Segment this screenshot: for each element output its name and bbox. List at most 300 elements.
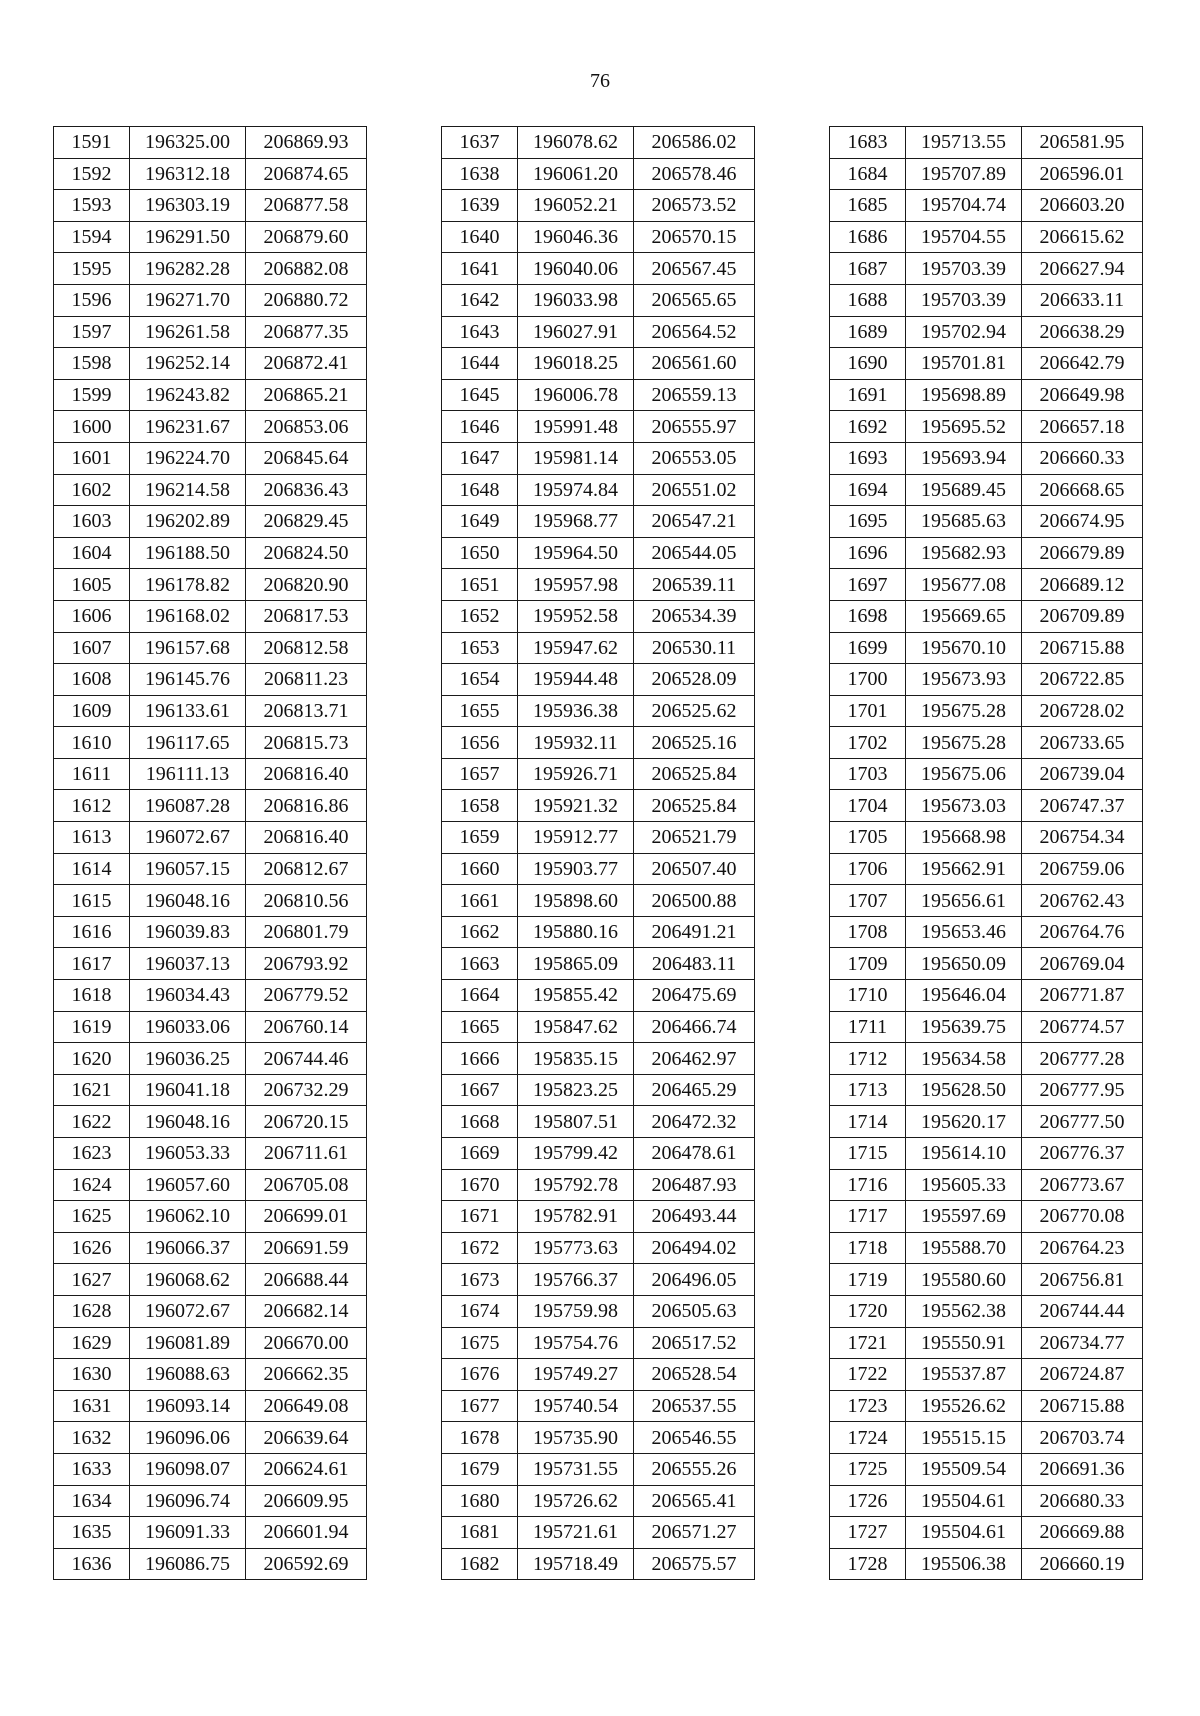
table-row	[830, 664, 1143, 696]
x-coordinate-cell: 196072.67	[130, 822, 246, 854]
table-row	[830, 158, 1143, 190]
y-coordinate-cell: 206869.93	[246, 127, 367, 159]
point-number-cell: 1692	[830, 411, 906, 443]
y-coordinate-cell: 206824.50	[246, 537, 367, 569]
x-coordinate-cell: 195693.94	[906, 442, 1022, 474]
y-coordinate-cell: 206581.95	[1022, 127, 1143, 159]
table-row	[442, 1390, 755, 1422]
x-coordinate-cell: 195515.15	[906, 1422, 1022, 1454]
point-number-cell: 1687	[830, 253, 906, 285]
table-row	[54, 1485, 367, 1517]
point-number-cell: 1606	[54, 600, 130, 632]
y-coordinate-cell: 206728.02	[1022, 695, 1143, 727]
y-coordinate-cell: 206756.81	[1022, 1264, 1143, 1296]
point-number-cell: 1700	[830, 664, 906, 696]
point-number-cell: 1650	[442, 537, 518, 569]
point-number-cell: 1722	[830, 1359, 906, 1391]
point-number-cell: 1727	[830, 1517, 906, 1549]
y-coordinate-cell: 206770.08	[1022, 1201, 1143, 1233]
y-coordinate-cell: 206705.08	[246, 1169, 367, 1201]
point-number-cell: 1674	[442, 1295, 518, 1327]
table-row	[830, 853, 1143, 885]
table-row	[442, 127, 755, 159]
point-number-cell: 1723	[830, 1390, 906, 1422]
table-row	[442, 664, 755, 696]
point-number-cell: 1686	[830, 221, 906, 253]
y-coordinate-cell: 206565.41	[634, 1485, 755, 1517]
table-row	[442, 1138, 755, 1170]
table-row	[442, 1295, 755, 1327]
point-number-cell: 1593	[54, 190, 130, 222]
y-coordinate-cell: 206812.67	[246, 853, 367, 885]
point-number-cell: 1715	[830, 1138, 906, 1170]
x-coordinate-cell: 195952.58	[518, 600, 634, 632]
y-coordinate-cell: 206609.95	[246, 1485, 367, 1517]
point-number-cell: 1685	[830, 190, 906, 222]
y-coordinate-cell: 206565.65	[634, 284, 755, 316]
point-number-cell: 1728	[830, 1548, 906, 1580]
point-number-cell: 1653	[442, 632, 518, 664]
y-coordinate-cell: 206603.20	[1022, 190, 1143, 222]
table-row	[442, 348, 755, 380]
table-row	[442, 569, 755, 601]
point-number-cell: 1675	[442, 1327, 518, 1359]
point-number-cell: 1710	[830, 980, 906, 1012]
point-number-cell: 1716	[830, 1169, 906, 1201]
table-row	[830, 1201, 1143, 1233]
y-coordinate-cell: 206754.34	[1022, 822, 1143, 854]
table-row	[54, 569, 367, 601]
table-row	[442, 190, 755, 222]
y-coordinate-cell: 206744.44	[1022, 1295, 1143, 1327]
point-number-cell: 1713	[830, 1074, 906, 1106]
point-number-cell: 1636	[54, 1548, 130, 1580]
table-row	[54, 158, 367, 190]
x-coordinate-cell: 196068.62	[130, 1264, 246, 1296]
y-coordinate-cell: 206689.12	[1022, 569, 1143, 601]
y-coordinate-cell: 206720.15	[246, 1106, 367, 1138]
y-coordinate-cell: 206615.62	[1022, 221, 1143, 253]
point-number-cell: 1634	[54, 1485, 130, 1517]
table-row	[830, 1106, 1143, 1138]
point-number-cell: 1626	[54, 1232, 130, 1264]
table-row	[442, 316, 755, 348]
y-coordinate-cell: 206551.02	[634, 474, 755, 506]
table-row	[830, 1074, 1143, 1106]
table-row	[442, 506, 755, 538]
point-number-cell: 1610	[54, 727, 130, 759]
x-coordinate-cell: 196145.76	[130, 664, 246, 696]
x-coordinate-cell: 196261.58	[130, 316, 246, 348]
y-coordinate-cell: 206771.87	[1022, 980, 1143, 1012]
x-coordinate-cell: 195865.09	[518, 948, 634, 980]
point-number-cell: 1648	[442, 474, 518, 506]
table-row	[54, 537, 367, 569]
table-row	[830, 537, 1143, 569]
y-coordinate-cell: 206662.35	[246, 1359, 367, 1391]
point-number-cell: 1596	[54, 284, 130, 316]
table-row	[442, 442, 755, 474]
x-coordinate-cell: 196041.18	[130, 1074, 246, 1106]
table-row	[442, 1201, 755, 1233]
x-coordinate-cell: 196111.13	[130, 758, 246, 790]
table-row	[54, 348, 367, 380]
table-row	[830, 1548, 1143, 1580]
x-coordinate-cell: 195835.15	[518, 1043, 634, 1075]
point-number-cell: 1638	[442, 158, 518, 190]
y-coordinate-cell: 206555.97	[634, 411, 755, 443]
x-coordinate-cell: 195677.08	[906, 569, 1022, 601]
x-coordinate-cell: 196093.14	[130, 1390, 246, 1422]
table-row	[54, 600, 367, 632]
table-row	[54, 1422, 367, 1454]
point-number-cell: 1669	[442, 1138, 518, 1170]
table-row	[442, 1169, 755, 1201]
y-coordinate-cell: 206669.88	[1022, 1517, 1143, 1549]
x-coordinate-cell: 196157.68	[130, 632, 246, 664]
y-coordinate-cell: 206817.53	[246, 600, 367, 632]
x-coordinate-cell: 195537.87	[906, 1359, 1022, 1391]
y-coordinate-cell: 206779.52	[246, 980, 367, 1012]
point-number-cell: 1661	[442, 885, 518, 917]
y-coordinate-cell: 206505.63	[634, 1295, 755, 1327]
y-coordinate-cell: 206760.14	[246, 1011, 367, 1043]
table-row	[442, 758, 755, 790]
x-coordinate-cell: 195991.48	[518, 411, 634, 443]
x-coordinate-cell: 195721.61	[518, 1517, 634, 1549]
x-coordinate-cell: 195673.93	[906, 664, 1022, 696]
x-coordinate-cell: 196224.70	[130, 442, 246, 474]
x-coordinate-cell: 195880.16	[518, 916, 634, 948]
table-row	[442, 1548, 755, 1580]
point-number-cell: 1660	[442, 853, 518, 885]
x-coordinate-cell: 196052.21	[518, 190, 634, 222]
point-number-cell: 1678	[442, 1422, 518, 1454]
point-number-cell: 1656	[442, 727, 518, 759]
table-row	[830, 727, 1143, 759]
y-coordinate-cell: 206465.29	[634, 1074, 755, 1106]
y-coordinate-cell: 206627.94	[1022, 253, 1143, 285]
y-coordinate-cell: 206709.89	[1022, 600, 1143, 632]
y-coordinate-cell: 206853.06	[246, 411, 367, 443]
table-row	[54, 1138, 367, 1170]
x-coordinate-cell: 195974.84	[518, 474, 634, 506]
x-coordinate-cell: 195701.81	[906, 348, 1022, 380]
x-coordinate-cell: 195731.55	[518, 1453, 634, 1485]
y-coordinate-cell: 206691.36	[1022, 1453, 1143, 1485]
point-number-cell: 1683	[830, 127, 906, 159]
point-number-cell: 1672	[442, 1232, 518, 1264]
table-row	[54, 127, 367, 159]
point-number-cell: 1704	[830, 790, 906, 822]
y-coordinate-cell: 206734.77	[1022, 1327, 1143, 1359]
table-row	[54, 474, 367, 506]
y-coordinate-cell: 206877.58	[246, 190, 367, 222]
x-coordinate-cell: 195669.65	[906, 600, 1022, 632]
y-coordinate-cell: 206793.92	[246, 948, 367, 980]
x-coordinate-cell: 196096.74	[130, 1485, 246, 1517]
x-coordinate-cell: 196282.28	[130, 253, 246, 285]
y-coordinate-cell: 206880.72	[246, 284, 367, 316]
x-coordinate-cell: 196046.36	[518, 221, 634, 253]
x-coordinate-cell: 196168.02	[130, 600, 246, 632]
table-row	[442, 1517, 755, 1549]
x-coordinate-cell: 196271.70	[130, 284, 246, 316]
x-coordinate-cell: 195898.60	[518, 885, 634, 917]
y-coordinate-cell: 206525.84	[634, 758, 755, 790]
table-row	[54, 1453, 367, 1485]
table-row	[54, 948, 367, 980]
y-coordinate-cell: 206801.79	[246, 916, 367, 948]
point-number-cell: 1651	[442, 569, 518, 601]
point-number-cell: 1607	[54, 632, 130, 664]
x-coordinate-cell: 195504.61	[906, 1517, 1022, 1549]
point-number-cell: 1620	[54, 1043, 130, 1075]
table-row	[830, 948, 1143, 980]
y-coordinate-cell: 206815.73	[246, 727, 367, 759]
table-row	[830, 790, 1143, 822]
point-number-cell: 1714	[830, 1106, 906, 1138]
x-coordinate-cell: 195675.28	[906, 727, 1022, 759]
x-coordinate-cell: 196072.67	[130, 1295, 246, 1327]
x-coordinate-cell: 196088.63	[130, 1359, 246, 1391]
point-number-cell: 1696	[830, 537, 906, 569]
x-coordinate-cell: 196231.67	[130, 411, 246, 443]
point-number-cell: 1724	[830, 1422, 906, 1454]
y-coordinate-cell: 206547.21	[634, 506, 755, 538]
y-coordinate-cell: 206555.26	[634, 1453, 755, 1485]
point-number-cell: 1698	[830, 600, 906, 632]
x-coordinate-cell: 195773.63	[518, 1232, 634, 1264]
y-coordinate-cell: 206877.35	[246, 316, 367, 348]
table-row	[442, 822, 755, 854]
table-row	[830, 1327, 1143, 1359]
x-coordinate-cell: 195847.62	[518, 1011, 634, 1043]
x-coordinate-cell: 195675.28	[906, 695, 1022, 727]
table-row	[442, 632, 755, 664]
point-number-cell: 1644	[442, 348, 518, 380]
x-coordinate-cell: 196018.25	[518, 348, 634, 380]
x-coordinate-cell: 195646.04	[906, 980, 1022, 1012]
point-number-cell: 1708	[830, 916, 906, 948]
y-coordinate-cell: 206813.71	[246, 695, 367, 727]
y-coordinate-cell: 206816.86	[246, 790, 367, 822]
y-coordinate-cell: 206478.61	[634, 1138, 755, 1170]
table-row	[830, 1295, 1143, 1327]
point-number-cell: 1709	[830, 948, 906, 980]
table-row	[830, 474, 1143, 506]
y-coordinate-cell: 206483.11	[634, 948, 755, 980]
table-row	[442, 474, 755, 506]
x-coordinate-cell: 196202.89	[130, 506, 246, 538]
x-coordinate-cell: 196078.62	[518, 127, 634, 159]
x-coordinate-cell: 195580.60	[906, 1264, 1022, 1296]
y-coordinate-cell: 206624.61	[246, 1453, 367, 1485]
y-coordinate-cell: 206596.01	[1022, 158, 1143, 190]
y-coordinate-cell: 206493.44	[634, 1201, 755, 1233]
y-coordinate-cell: 206829.45	[246, 506, 367, 538]
x-coordinate-cell: 195634.58	[906, 1043, 1022, 1075]
x-coordinate-cell: 195702.94	[906, 316, 1022, 348]
y-coordinate-cell: 206539.11	[634, 569, 755, 601]
y-coordinate-cell: 206553.05	[634, 442, 755, 474]
x-coordinate-cell: 195766.37	[518, 1264, 634, 1296]
y-coordinate-cell: 206715.88	[1022, 1390, 1143, 1422]
point-number-cell: 1694	[830, 474, 906, 506]
coordinate-table-1	[53, 126, 367, 1580]
point-number-cell: 1594	[54, 221, 130, 253]
y-coordinate-cell: 206762.43	[1022, 885, 1143, 917]
x-coordinate-cell: 195707.89	[906, 158, 1022, 190]
x-coordinate-cell: 195597.69	[906, 1201, 1022, 1233]
y-coordinate-cell: 206739.04	[1022, 758, 1143, 790]
table-row	[830, 379, 1143, 411]
table-row	[54, 411, 367, 443]
y-coordinate-cell: 206649.98	[1022, 379, 1143, 411]
table-row	[442, 1327, 755, 1359]
table-row	[830, 284, 1143, 316]
y-coordinate-cell: 206715.88	[1022, 632, 1143, 664]
point-number-cell: 1591	[54, 127, 130, 159]
table-row	[442, 1011, 755, 1043]
table-row	[442, 379, 755, 411]
x-coordinate-cell: 195807.51	[518, 1106, 634, 1138]
x-coordinate-cell: 196033.06	[130, 1011, 246, 1043]
point-number-cell: 1629	[54, 1327, 130, 1359]
table-row	[442, 1074, 755, 1106]
point-number-cell: 1719	[830, 1264, 906, 1296]
x-coordinate-cell: 195550.91	[906, 1327, 1022, 1359]
table-row	[54, 885, 367, 917]
x-coordinate-cell: 195799.42	[518, 1138, 634, 1170]
y-coordinate-cell: 206537.55	[634, 1390, 755, 1422]
y-coordinate-cell: 206573.52	[634, 190, 755, 222]
x-coordinate-cell: 195735.90	[518, 1422, 634, 1454]
y-coordinate-cell: 206773.67	[1022, 1169, 1143, 1201]
coordinate-table-3	[829, 126, 1143, 1580]
x-coordinate-cell: 195689.45	[906, 474, 1022, 506]
y-coordinate-cell: 206570.15	[634, 221, 755, 253]
point-number-cell: 1645	[442, 379, 518, 411]
y-coordinate-cell: 206487.93	[634, 1169, 755, 1201]
y-coordinate-cell: 206680.33	[1022, 1485, 1143, 1517]
point-number-cell: 1597	[54, 316, 130, 348]
point-number-cell: 1635	[54, 1517, 130, 1549]
point-number-cell: 1622	[54, 1106, 130, 1138]
x-coordinate-cell: 196087.28	[130, 790, 246, 822]
table-row	[442, 1359, 755, 1391]
point-number-cell: 1699	[830, 632, 906, 664]
x-coordinate-cell: 196062.10	[130, 1201, 246, 1233]
y-coordinate-cell: 206586.02	[634, 127, 755, 159]
table-row	[830, 1453, 1143, 1485]
point-number-cell: 1592	[54, 158, 130, 190]
point-number-cell: 1631	[54, 1390, 130, 1422]
x-coordinate-cell: 196040.06	[518, 253, 634, 285]
y-coordinate-cell: 206500.88	[634, 885, 755, 917]
table-row	[442, 853, 755, 885]
x-coordinate-cell: 195759.98	[518, 1295, 634, 1327]
x-coordinate-cell: 195628.50	[906, 1074, 1022, 1106]
x-coordinate-cell: 195740.54	[518, 1390, 634, 1422]
table-row	[54, 1264, 367, 1296]
table-row	[830, 980, 1143, 1012]
table-row	[830, 348, 1143, 380]
y-coordinate-cell: 206882.08	[246, 253, 367, 285]
y-coordinate-cell: 206462.97	[634, 1043, 755, 1075]
y-coordinate-cell: 206836.43	[246, 474, 367, 506]
x-coordinate-cell: 195562.38	[906, 1295, 1022, 1327]
x-coordinate-cell: 196312.18	[130, 158, 246, 190]
point-number-cell: 1624	[54, 1169, 130, 1201]
y-coordinate-cell: 206845.64	[246, 442, 367, 474]
y-coordinate-cell: 206764.23	[1022, 1232, 1143, 1264]
point-number-cell: 1643	[442, 316, 518, 348]
point-number-cell: 1646	[442, 411, 518, 443]
point-number-cell: 1647	[442, 442, 518, 474]
table-row	[830, 1138, 1143, 1170]
table-row	[442, 695, 755, 727]
point-number-cell: 1640	[442, 221, 518, 253]
y-coordinate-cell: 206699.01	[246, 1201, 367, 1233]
x-coordinate-cell: 195944.48	[518, 664, 634, 696]
table-row	[830, 1011, 1143, 1043]
point-number-cell: 1712	[830, 1043, 906, 1075]
x-coordinate-cell: 196048.16	[130, 885, 246, 917]
y-coordinate-cell: 206521.79	[634, 822, 755, 854]
y-coordinate-cell: 206816.40	[246, 758, 367, 790]
table-row	[442, 253, 755, 285]
x-coordinate-cell: 196006.78	[518, 379, 634, 411]
x-coordinate-cell: 195685.63	[906, 506, 1022, 538]
table-row	[54, 727, 367, 759]
x-coordinate-cell: 195921.32	[518, 790, 634, 822]
y-coordinate-cell: 206534.39	[634, 600, 755, 632]
table-row	[54, 1232, 367, 1264]
x-coordinate-cell: 195698.89	[906, 379, 1022, 411]
table-row	[830, 506, 1143, 538]
table-row	[54, 1074, 367, 1106]
x-coordinate-cell: 195903.77	[518, 853, 634, 885]
x-coordinate-cell: 195614.10	[906, 1138, 1022, 1170]
y-coordinate-cell: 206491.21	[634, 916, 755, 948]
y-coordinate-cell: 206777.50	[1022, 1106, 1143, 1138]
table-row	[830, 1422, 1143, 1454]
point-number-cell: 1614	[54, 853, 130, 885]
point-number-cell: 1632	[54, 1422, 130, 1454]
x-coordinate-cell: 196057.15	[130, 853, 246, 885]
y-coordinate-cell: 206561.60	[634, 348, 755, 380]
y-coordinate-cell: 206724.87	[1022, 1359, 1143, 1391]
x-coordinate-cell: 195792.78	[518, 1169, 634, 1201]
table-row	[442, 1106, 755, 1138]
x-coordinate-cell: 196039.83	[130, 916, 246, 948]
y-coordinate-cell: 206475.69	[634, 980, 755, 1012]
point-number-cell: 1668	[442, 1106, 518, 1138]
table-row	[442, 1422, 755, 1454]
point-number-cell: 1689	[830, 316, 906, 348]
point-number-cell: 1684	[830, 158, 906, 190]
table-row	[54, 1106, 367, 1138]
y-coordinate-cell: 206747.37	[1022, 790, 1143, 822]
point-number-cell: 1628	[54, 1295, 130, 1327]
y-coordinate-cell: 206578.46	[634, 158, 755, 190]
x-coordinate-cell: 195588.70	[906, 1232, 1022, 1264]
y-coordinate-cell: 206466.74	[634, 1011, 755, 1043]
table-row	[54, 980, 367, 1012]
table-row	[442, 1453, 755, 1485]
point-number-cell: 1657	[442, 758, 518, 790]
